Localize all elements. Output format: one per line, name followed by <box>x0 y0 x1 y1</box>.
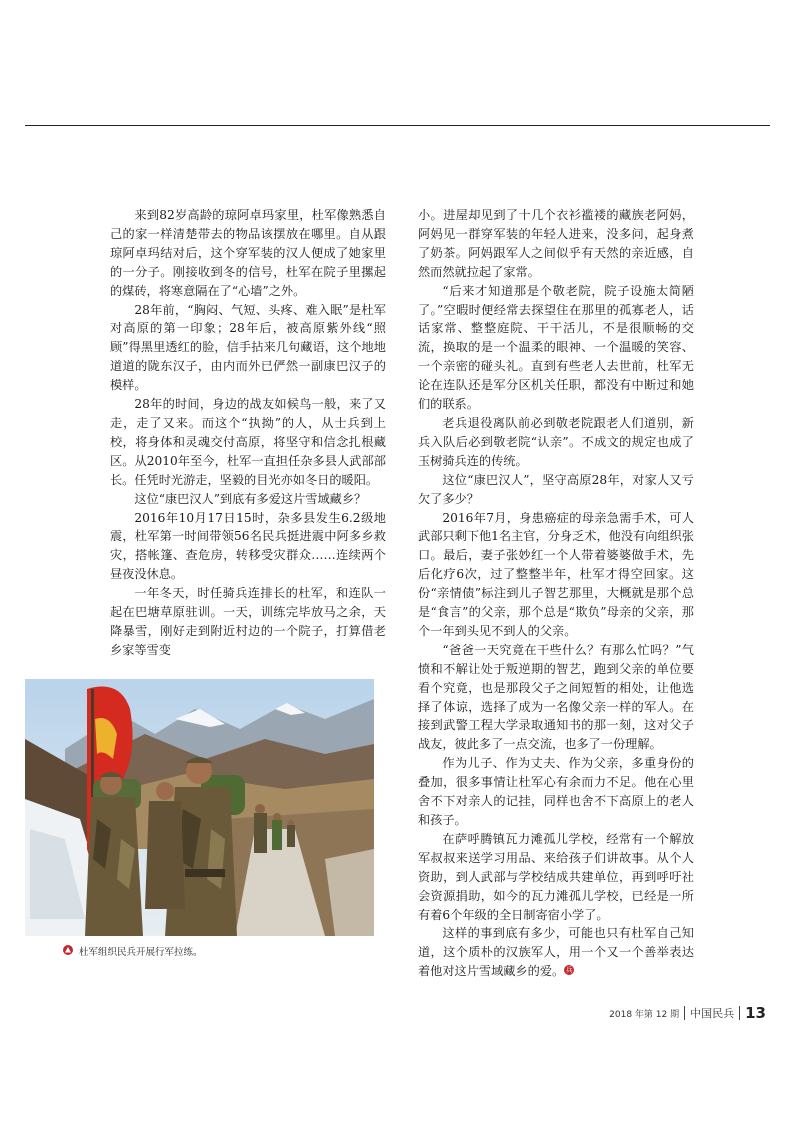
paragraph: 这位“康巴汉人”，坚守高原28年，对家人又亏欠了多少？ <box>418 472 694 506</box>
article-column-left <box>110 206 386 660</box>
paragraph: 这位“康巴汉人”到底有多爱这片雪域藏乡？ <box>134 491 367 506</box>
paragraph-text: 这样的事到底有多少，可能也只有杜军自己知道，这个质朴的汉族军人，用一个又一个善举表达着他对这片雪域藏乡的爱。 <box>418 926 694 979</box>
soldier-left <box>85 772 143 936</box>
end-mark-icon: 兵 <box>565 966 573 975</box>
paragraph: 小。进屋却见到了十几个衣衫褴褛的藏族老阿妈，阿妈见一群穿军装的年轻人进来，没多问，起身煮了奶茶。阿妈跟军人之间似乎有天然的亲近感，自然而然就拉起了家常。 <box>418 208 694 279</box>
paragraph: “爸爸一天究竟在干些什么？有那么忙吗？”气愤和不解让处于叛逆期的智艺，跑到父亲的单位要看个究竟，也是那段父子之间短暂的相处，让他选择了体谅，选择了成为一名像父亲一样的军人。在接到武警工程大学录取通知书的那一刻，这对父子战友，彼此多了一点交流，也多了一份理解。 <box>418 642 694 752</box>
paragraph: “后来才知道那是个敬老院，院子设施太简陋了。”空暇时便经常去探望住在那里的孤寡老人，话话家常、整整庭院、干干活儿，不是很顺畅的交流，换取的是一个温柔的眼神、一个温暖的笑容、一个亲密的碰头礼。直到有些老人去世前，杜军无论在连队还是军分区机关任职，都没有中断过和她们的联系。 <box>418 283 694 412</box>
soldier-mid <box>145 782 185 909</box>
caption-triangle-icon <box>63 945 73 955</box>
paragraph: 2016年7月，身患癌症的母亲急需手术，可人武部只剩下他1名主官，分身乏术，他没有向组织张口。最后，妻子张妙红一个人带着婆婆做手术，先后化疗6次，过了整整半年，杜军才得空回家。这份“亲情债”标注到儿子智艺那里，大概就是那个总是“食言”的父亲，那个总是“欺负”母亲的父亲，那个一年到头见不到人的父亲。 <box>418 510 694 638</box>
page-footer <box>609 1003 766 1023</box>
photo-caption: 杜军组织民兵开展行军拉练。 <box>79 947 203 958</box>
header-rule <box>25 125 770 126</box>
paragraph <box>418 924 694 981</box>
paragraph: 作为儿子、作为丈夫、作为父亲，多重身份的叠加，很多事情让杜军心有余而力不足。他在心里舍不下对亲人的记挂，同样也舍不下高原上的老人和孩子。 <box>418 756 694 827</box>
footer-divider <box>739 1006 740 1020</box>
militia-march-photo <box>25 679 374 936</box>
paragraph: 一年冬天，时任骑兵连排长的杜军，和连队一起在巴塘草原驻训。一天，训练完毕放马之余，天降暴雪，刚好走到附近村边的一个院子，打算借老乡家等雪变 <box>110 586 386 657</box>
article-column-right <box>418 206 694 981</box>
issue-label: 2018 年第 12 期 <box>609 1009 680 1020</box>
paragraph: 28年前，“胸闷、气短、头疼、难入眠”是杜军对高原的第一印象；28年后，被高原紫外线“照顾”得黑里透红的脸，信手拈来几句藏语，这个地地道道的陇东汉子，由内而外已俨然一副康巴汉子的模样。 <box>110 302 386 393</box>
paragraph: 2016年10月17日15时，杂多县发生6.2级地震，杜军第一时间带领56名民兵挺进震中阿多乡救灾，搭帐篷、查危房，转移受灾群众……连续两个昼夜没休息。 <box>110 510 386 582</box>
paragraph: 28年的时间，身边的战友如候鸟一般，来了又走，走了又来。而这个“执拗”的人，从士兵到上校，将身体和灵魂交付高原，将坚守和信念扎根藏区。从2010年至今，杜军一直担任杂多县人武部部长。任凭时光游走，坚毅的目光亦如冬日的暖阳。 <box>110 397 386 487</box>
page-number: 13 <box>745 1004 766 1022</box>
article-photo <box>25 679 374 936</box>
paragraph: 老兵退役离队前必到敬老院跟老人们道别，新兵入队后必到敬老院“认亲”。不成文的规定也成了玉树骑兵连的传统。 <box>418 415 694 468</box>
paragraph: 来到82岁高龄的琼阿卓玛家里，杜军像熟悉自己的家一样清楚带去的物品该摆放在哪里。自从跟琼阿卓玛结对后，这个穿军装的汉人便成了她家里的一分子。刚接收到冬的信号，杜军在院子里摞起的煤砖，将寒意隔在了“心墙”之外。 <box>110 208 386 298</box>
footer-divider <box>684 1006 685 1020</box>
magazine-name: 中国民兵 <box>690 1007 735 1020</box>
paragraph: 在萨呼腾镇瓦力滩孤儿学校，经常有一个解放军叔叔来送学习用品、来给孩子们讲故事。从个人资助，到人武部与学校结成共建单位，再到呼吁社会资源捐助，如今的瓦力滩孤儿学校，已经是一所有着6个年级的全日制寄宿小学了。 <box>418 831 694 922</box>
